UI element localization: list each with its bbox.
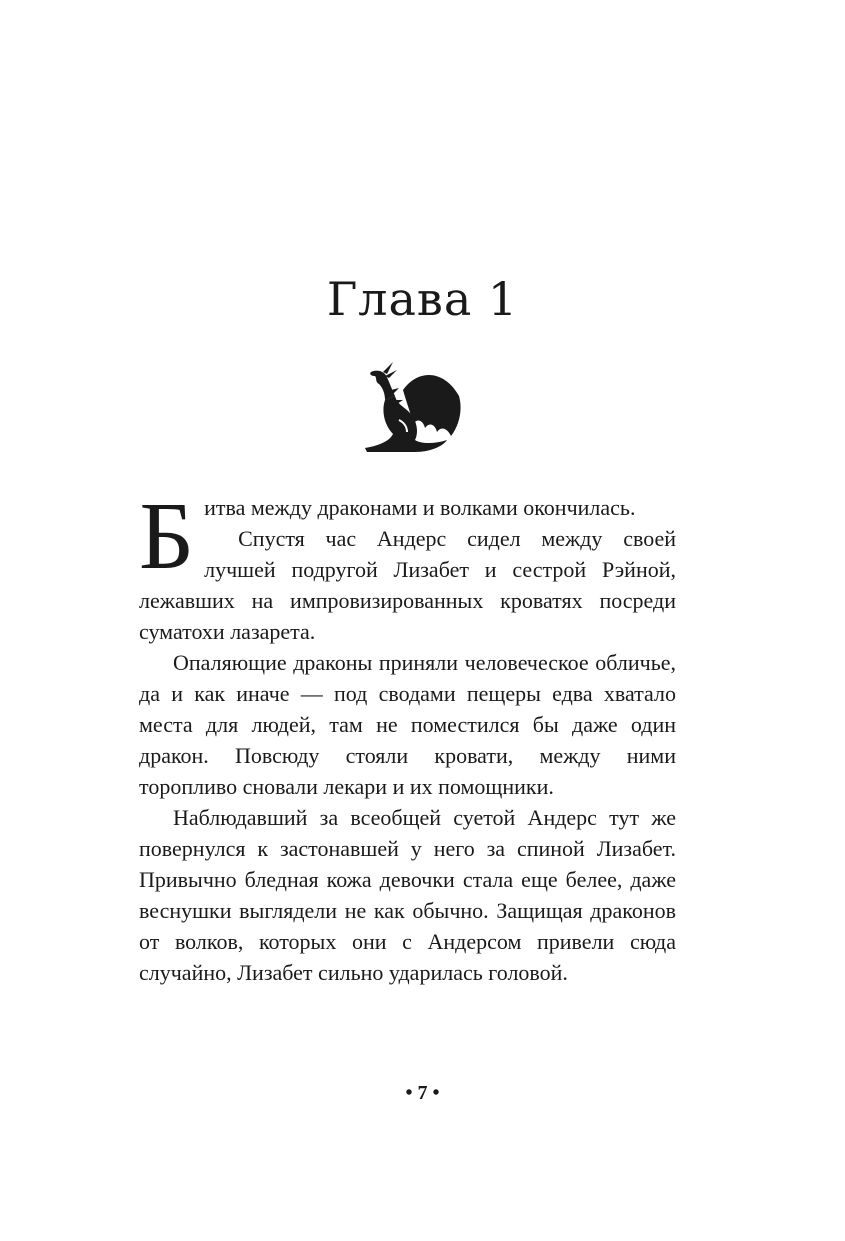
paragraph-4: Наблюдавший за всеобщей суетой Андерс тут же повернулся к застонавшей у него за спиной Лизабет. Привычно бледная кожа девочки стала еще белее, даже веснушки выглядели не как обычно. Защищая драконов от волков, которых они с Андерсом привели сюда случайно, Лизабет сильно ударилась головой. — [139, 805, 676, 985]
page-number: • 7 • — [405, 1082, 440, 1104]
paragraph-2: Спустя час Андерс сидел между своей лучшей подругой Лизабет и сестрой Рэйной, лежавших на импровизированных кроватях посреди суматохи лазарета. — [139, 526, 676, 644]
body-text — [139, 482, 676, 988]
paragraph-3: Опаляющие драконы приняли человеческое обличье, да и как иначе — под сводами пещеры едва хватало места для людей, там не поместился бы даже один дракон. Повсюду стояли кровати, между ними торопливо сновали лекари и их помощники. — [139, 650, 676, 799]
drop-cap: Б — [139, 482, 195, 589]
dragon-icon — [355, 360, 463, 456]
chapter-title: Глава 1 — [326, 272, 519, 326]
paragraph-1-text: итва между драконами и волками окончилась. — [204, 495, 636, 520]
